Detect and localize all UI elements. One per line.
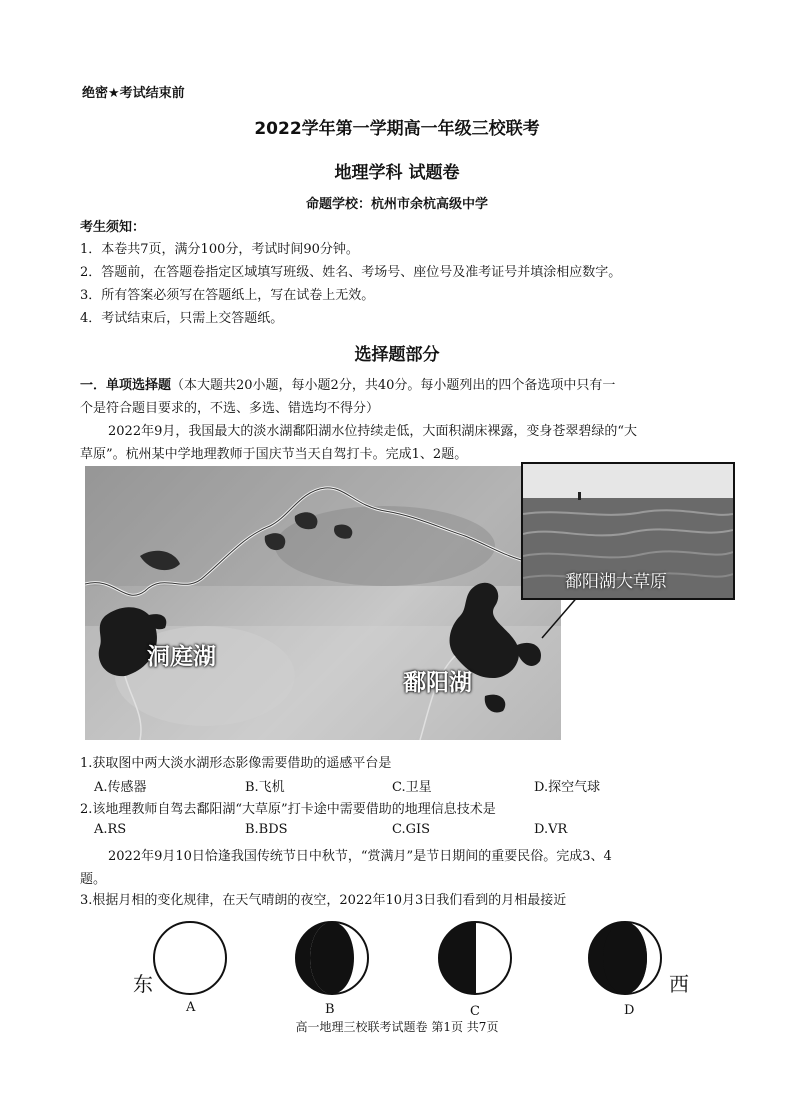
section-title: 选择题部分	[354, 345, 440, 365]
passage-line: 题。	[80, 872, 107, 887]
question-stem: 3.根据月相的变化规律，在天气晴朗的夜空，2022年10月3日我们看到的月相最接近	[80, 893, 567, 908]
satellite-map	[85, 466, 561, 740]
page-footer: 高一地理三校联考试题卷 第1页 共7页	[295, 1020, 499, 1034]
question-stem: 2.该地理教师自驾去鄱阳湖“大草原”打卡途中需要借助的地理信息技术是	[80, 802, 496, 817]
moon-a[interactable]	[150, 918, 230, 998]
callout-line	[540, 594, 590, 640]
part-desc-cont: 个是符合题目要求的，不选、多选、错选均不得分）	[80, 401, 380, 416]
option-c[interactable]: C.卫星	[392, 780, 432, 795]
option-a[interactable]: A.传感器	[94, 780, 147, 795]
option-c[interactable]: C.GIS	[392, 822, 431, 837]
grassland-photo	[521, 462, 735, 600]
moon-d[interactable]	[585, 918, 665, 998]
moon-d-letter: D	[624, 1003, 635, 1018]
option-d[interactable]: D.探空气球	[534, 780, 601, 795]
moon-c-letter: C	[470, 1004, 480, 1019]
exam-subtitle: 地理学科 试题卷	[334, 163, 460, 183]
question-stem: 1.获取图中两大淡水湖形态影像需要借助的遥感平台是	[80, 756, 392, 771]
map-graphic	[85, 466, 561, 740]
passage-line: 2022年9月10日恰逢我国传统节日中秋节，“赏满月”是节日期间的重要民俗。完成3、4	[108, 849, 612, 864]
dongting-lake-label: 洞庭湖	[147, 644, 216, 670]
exam-title: 2022学年第一学期高一年级三校联考	[254, 119, 540, 139]
option-d[interactable]: D.VR	[534, 822, 568, 837]
notice-item: 1．本卷共7页，满分100分，考试时间90分钟。	[80, 242, 359, 257]
west-label: 西	[669, 972, 689, 996]
passage-line: 2022年9月，我国最大的淡水湖鄱阳湖水位持续走低，大面积湖床裸露，变身苍翠碧绿的“大	[108, 424, 638, 439]
part-instructions	[80, 374, 615, 393]
notice-heading: 考生须知：	[80, 220, 146, 235]
moon-b-letter: B	[325, 1002, 335, 1017]
option-b[interactable]: B.BDS	[245, 822, 288, 837]
part-heading: 一．单项选择题	[80, 378, 172, 393]
moon-c[interactable]	[435, 918, 515, 998]
secret-label: 绝密★考试结束前	[82, 86, 185, 101]
moon-a-letter: A	[186, 1000, 196, 1015]
grassland-caption: 鄱阳湖大草原	[565, 572, 667, 592]
option-b[interactable]: B.飞机	[245, 780, 285, 795]
notice-item: 2．答题前，在答题卷指定区域填写班级、姓名、考场号、座位号及准考证号并填涂相应数字。	[80, 265, 622, 280]
east-label: 东	[133, 972, 153, 996]
part-desc: （本大题共20小题，每小题2分，共40分。每小题列出的四个备选项中只有一	[171, 378, 616, 393]
passage-line: 草原”。杭州某中学地理教师于国庆节当天自驾打卡。完成1、2题。	[80, 447, 468, 462]
moon-b[interactable]	[292, 918, 372, 998]
option-a[interactable]: A.RS	[94, 822, 127, 837]
notice-item: 4．考试结束后，只需上交答题纸。	[80, 311, 284, 326]
poyang-lake-label: 鄱阳湖	[403, 670, 472, 696]
school-label: 命题学校：杭州市余杭高级中学	[305, 197, 488, 212]
notice-item: 3．所有答案必须写在答题纸上，写在试卷上无效。	[80, 288, 375, 303]
